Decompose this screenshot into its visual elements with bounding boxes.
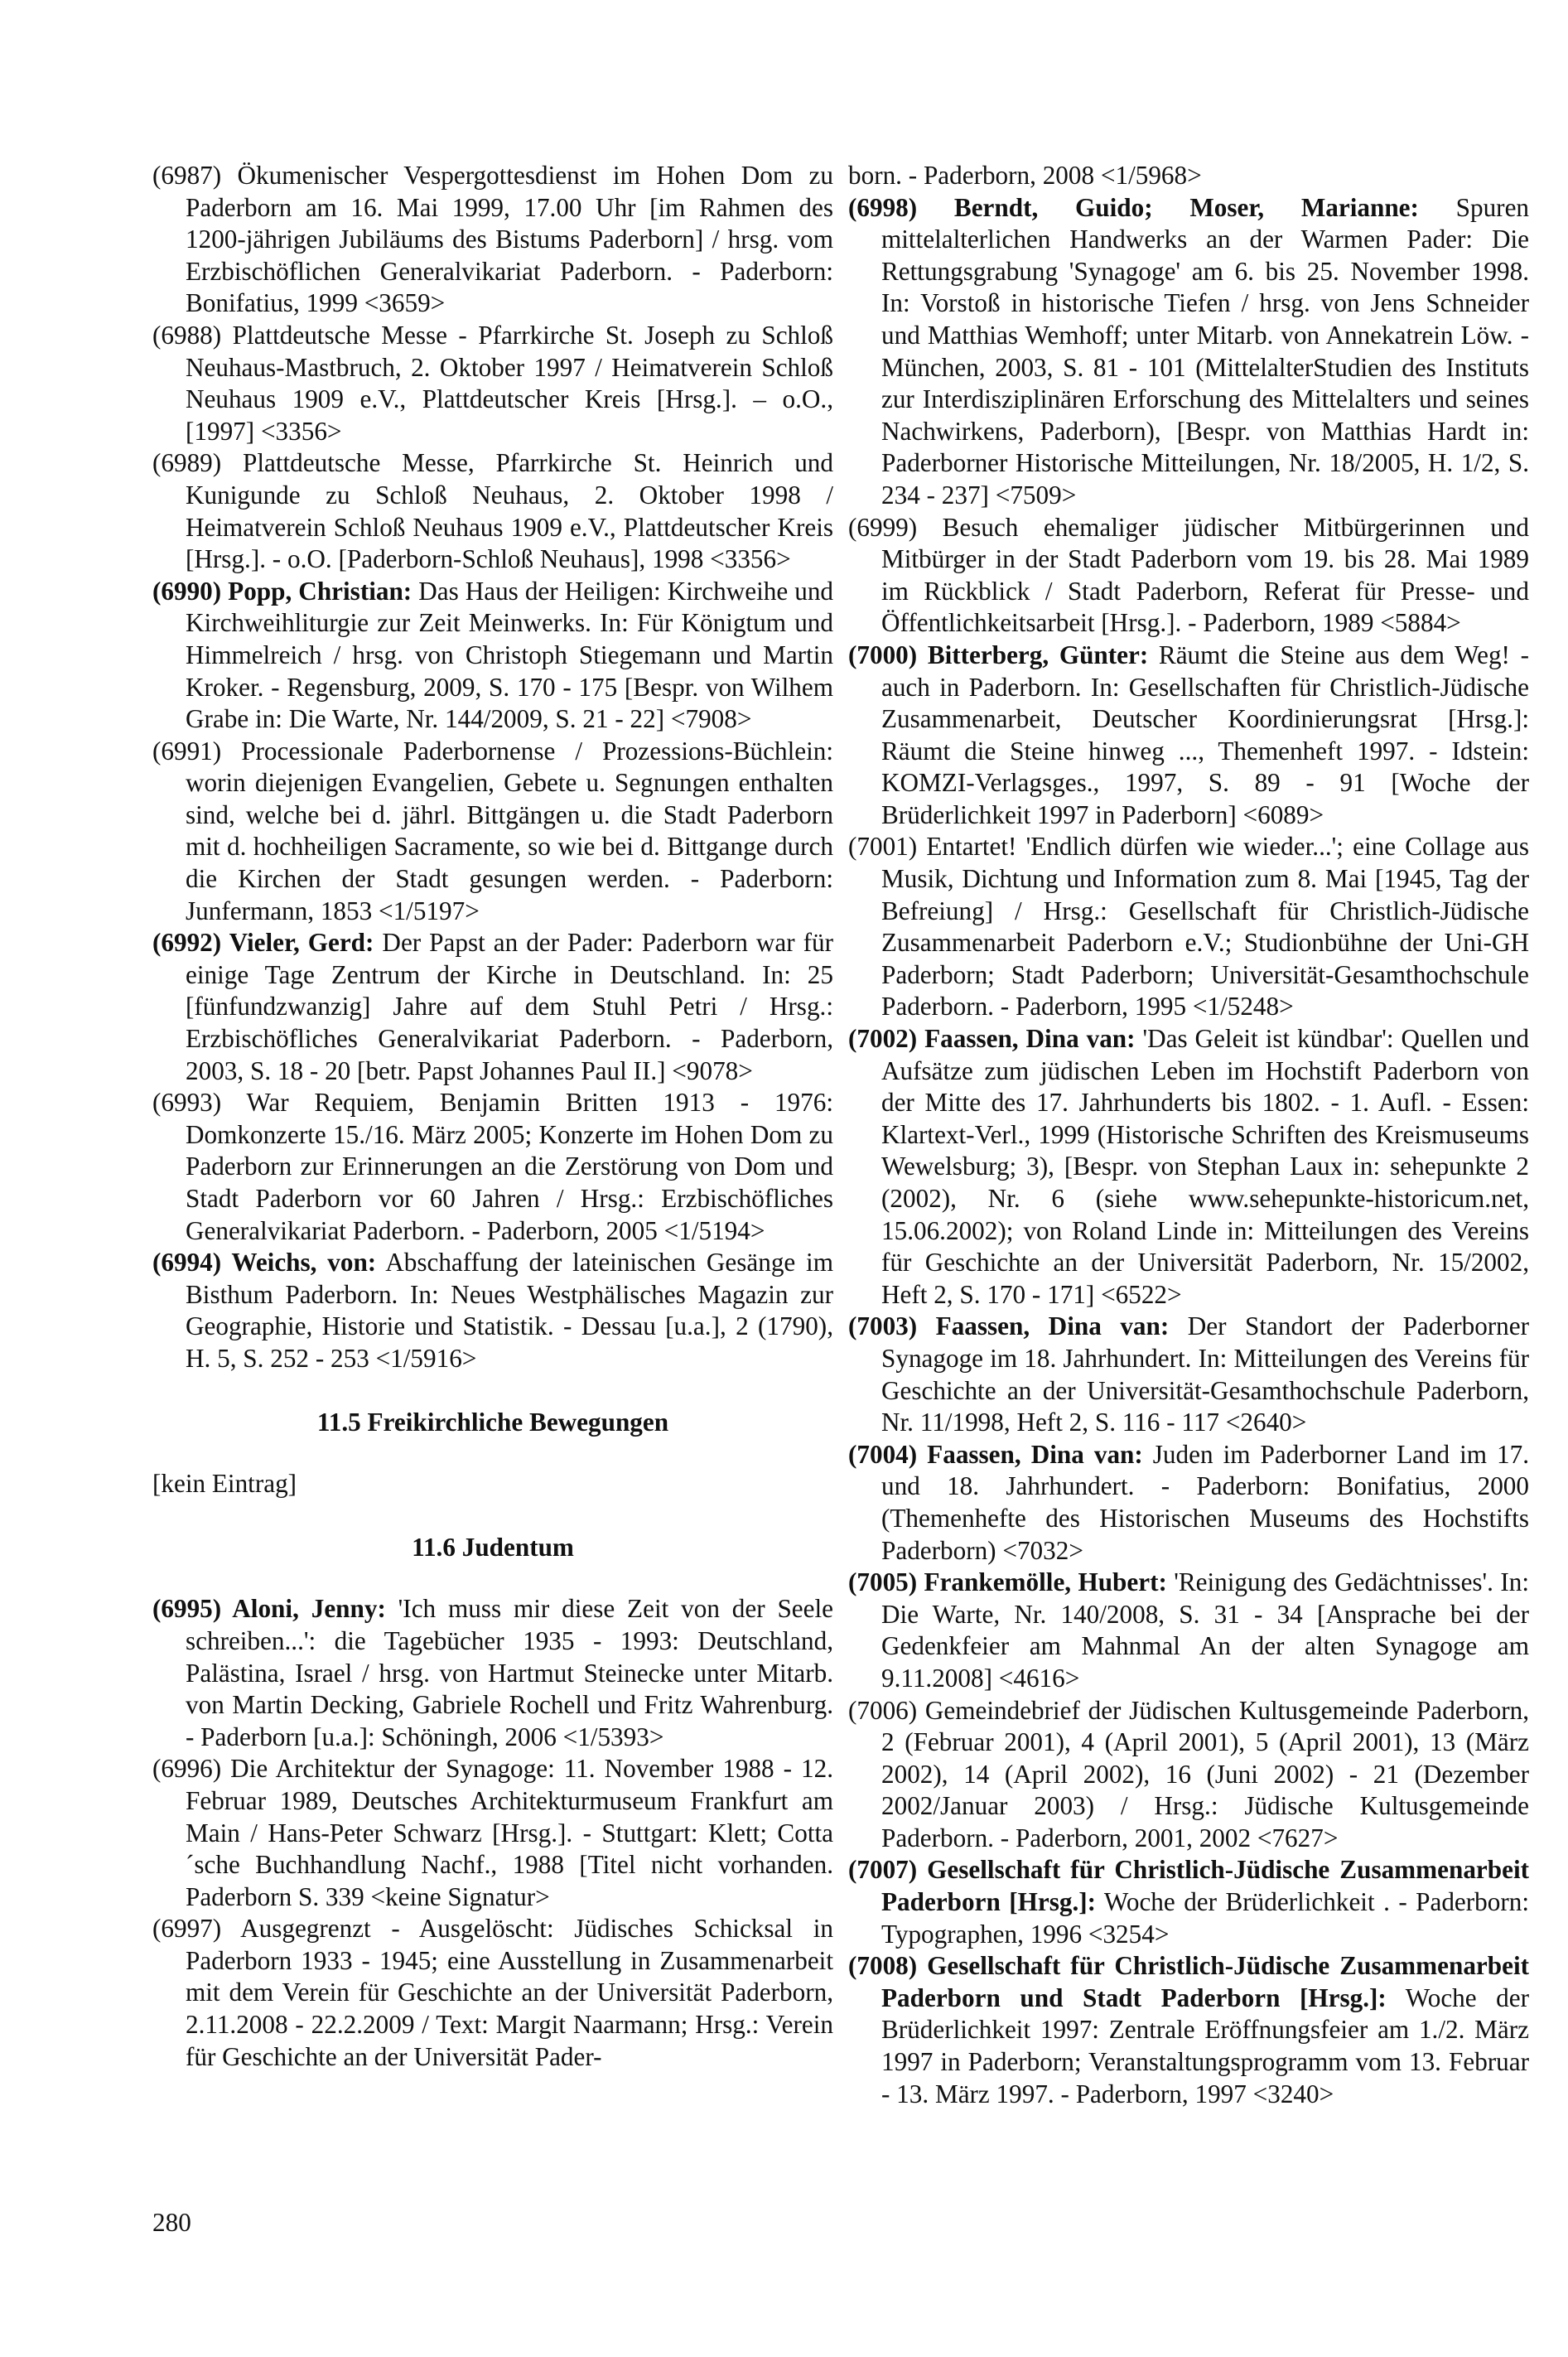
- page-number: 280: [152, 2208, 191, 2237]
- bibliography-entry: [848, 512, 1529, 640]
- bibliography-entry: [152, 576, 833, 736]
- entry-text: (6997) Ausgegrenzt - Ausgelöscht: Jüdisches Schicksal in Paderborn 1933 - 1945; eine Ausstellung in Zusammenarbeit mit dem Verein für Geschichte an der Universität Paderborn, 2.11.2008 - 22.2.2009 / Text: Margit Naarmann; Hrsg.: Verein für Geschichte an der Universität Pader-: [152, 1914, 833, 2071]
- bibliography-entry: [152, 320, 833, 447]
- bibliography-entry: [848, 831, 1529, 1023]
- entry-continuation: born. - Paderborn, 2008 <1/5968>: [848, 161, 1202, 190]
- entry-text: (6996) Die Architektur der Synagoge: 11. November 1988 - 12. Februar 1989, Deutsches Architekturmuseum Frankfurt am Main / Hans-Peter Schwarz [Hrsg.]. - Stuttgart: Klett; Cotta´sche Buchhandlung Nachf., 1988 [Titel nicht vorhanden. Paderborn S. 339 <keine Signatur>: [152, 1754, 833, 1911]
- no-entry-note: [kein Eintrag]: [152, 1469, 297, 1499]
- bibliography-entry: [848, 1854, 1529, 1950]
- entry-text: 'Ich muss mir diese Zeit von der Seele schreiben...': die Tagebücher 1935 - 1993: Deutschland, Palästina, Israel / hrsg. von Hartmut Steinecke unter Mitarb. von Martin Decking, Gabriele Rochell und Fritz Wahrenburg. - Paderborn [u.a.]: Schöningh, 2006 <1/5393>: [186, 1594, 833, 1751]
- entry-text: (6989) Plattdeutsche Messe, Pfarrkirche St. Heinrich und Kunigunde zu Schloß Neuhaus, 2. Oktober 1998 / Heimatverein Schloß Neuhaus 1909 e.V., Plattdeutscher Kreis [Hrsg.]. - o.O. [Paderborn-Schloß Neuhaus], 1998 <3356>: [152, 448, 833, 574]
- entry-author: (7007) Gesellschaft für Christlich-Jüdische Zusammenarbeit Paderborn [Hrsg.]:: [848, 1855, 1529, 1917]
- bibliography-entry: [152, 1247, 833, 1374]
- entry-author: (7008) Gesellschaft für Christlich-Jüdische Zusammenarbeit Paderborn und Stadt Paderborn [Hrsg.]:: [848, 1951, 1529, 2012]
- bibliography-entry: [152, 1913, 833, 2073]
- bibliography-entry: [848, 192, 1529, 512]
- entry-text: Abschaffung der lateinischen Gesänge im Bisthum Paderborn. In: Neues Westphälisches Magazin zur Geographie, Historie und Statistik. - Dessau [u.a.], 2 (1790), H. 5, S. 252 - 253 <1/5916>: [186, 1248, 833, 1373]
- entry-text: Woche der Brüderlichkeit . - Paderborn: Typographen, 1996 <3254>: [881, 1887, 1529, 1949]
- bibliography-entry: [152, 736, 833, 928]
- entry-text: Der Papst an der Pader: Paderborn war für einige Tage Zentrum der Kirche in Deutschland. In: 25 [fünfundzwanzig] Jahre auf dem Stuhl Petri / Hrsg.: Erzbischöfliches Generalvikariat Paderborn. - Paderborn, 2003, S. 18 - 20 [betr. Papst Johannes Paul II.] <9078>: [186, 928, 833, 1085]
- bibliography-entry: [152, 160, 833, 320]
- entry-author: (7002) Faassen, Dina van:: [848, 1024, 1136, 1054]
- section-heading-freikirchliche: 11.5 Freikirchliche Bewegungen: [316, 1407, 669, 1437]
- entry-text: 'Das Geleit ist kündbar': Quellen und Aufsätze zum jüdischen Leben im Hochstift Paderborn von der Mitte des 17. Jahrhunderts bis 1802. - 1. Aufl. - Essen: Klartext-Verl., 1999 (Historische Schriften des Kreismuseums Wewelsburg; 3), [Bespr. von Stephan Laux in: sehepunkte 2 (2002), Nr. 6 (siehe www.sehepunkte-historicum.net, 15.06.2002); von Roland Linde in: Mitteilungen des Vereins für Geschichte an der Universität Paderborn, Nr. 15/2002, Heft 2, S. 170 - 171] <6522>: [881, 1024, 1529, 1309]
- bibliography-entry: [848, 1695, 1529, 1855]
- entry-author: (6998) Berndt, Guido; Moser, Marianne:: [848, 192, 1419, 222]
- entry-author: (7004) Faassen, Dina van:: [848, 1439, 1143, 1469]
- entry-text: (6987) Ökumenischer Vespergottesdienst im Hohen Dom zu Paderborn am 16. Mai 1999, 17.00 Uhr [im Rahmen des 1200-jährigen Jubiläums des Bistums Paderborn] / hrsg. vom Erzbischöflichen Generalvikariat Paderborn. - Paderborn: Bonifatius, 1999 <3659>: [152, 161, 833, 318]
- entry-author: (7003) Faassen, Dina van:: [848, 1311, 1170, 1341]
- bibliography-entry: [848, 640, 1529, 832]
- entry-author: (6992) Vieler, Gerd:: [152, 928, 374, 958]
- entry-text: Das Haus der Heiligen: Kirchweihe und Kirchweihliturgie zur Zeit Meinwerks. In: Für Königtum und Himmelreich / hrsg. von Christoph Stiegemann und Martin Kroker. - Regensburg, 2009, S. 170 - 175 [Bespr. von Wilhem Grabe in: Die Warte, Nr. 144/2009, S. 21 - 22] <7908>: [186, 576, 834, 734]
- entry-text: (7006) Gemeindebrief der Jüdischen Kultusgemeinde Paderborn, 2 (Februar 2001), 4 (April 2001), 5 (April 2001), 13 (März 2002), 14 (April 2002), 16 (Juni 2002) - 21 (Dezember 2002/Januar 2003) / Hrsg.: Jüdische Kultusgemeinde Paderborn. - Paderborn, 2001, 2002 <7627>: [848, 1695, 1529, 1852]
- entry-author: (6990) Popp, Christian:: [152, 576, 413, 606]
- bibliography-entry: [152, 447, 833, 575]
- entry-text: 'Reinigung des Gedächtnisses'. In: Die Warte, Nr. 140/2008, S. 31 - 34 [Ansprache bei der Gedenkfeier am Mahnmal An der alten Synagoge am 9.11.2008] <4616>: [881, 1567, 1529, 1693]
- bibliography-entry: [848, 1311, 1529, 1438]
- entry-text: Juden im Paderborner Land im 17. und 18. Jahrhundert. - Paderborn: Bonifatius, 2000 (Themenhefte des Historischen Museums des Hochstifts Paderborn) <7032>: [881, 1439, 1529, 1565]
- bibliography-entry: [152, 1593, 833, 1753]
- section-heading-judentum: 11.6 Judentum: [412, 1532, 574, 1562]
- entry-text: Woche der Brüderlichkeit 1997: Zentrale Eröffnungsfeier am 1./2. März 1997 in Paderborn; Veranstaltungsprogramm vom 13. Februar - 13. März 1997. - Paderborn, 1997 <3240>: [881, 1983, 1529, 2108]
- entry-text: (6991) Processionale Paderbornense / Prozessions-Büchlein: worin diejenigen Evangelien, Gebete u. Segnungen enthalten sind, welche bei d. jährl. Bittgängen u. die Stadt Paderborn mit d. hochheiligen Sacramente, so wie bei d. Bittgange durch die Kirchen der Stadt gesungen werden. - Paderborn: Junfermann, 1853 <1/5197>: [152, 736, 833, 925]
- bibliography-entry: [848, 1567, 1529, 1694]
- entry-text: (7001) Entartet! 'Endlich dürfen wie wieder...'; eine Collage aus Musik, Dichtung und Information zum 8. Mai [1945, Tag der Befreiung] / Hrsg.: Gesellschaft für Christlich-Jüdische Zusammenarbeit Paderborn e.V.; Studionbühne der Uni-GH Paderborn; Stadt Paderborn; Universität-Gesamthochschule Paderborn. - Paderborn, 1995 <1/5248>: [848, 832, 1529, 1022]
- bibliography-entry: [152, 1753, 833, 1913]
- right-column: [848, 160, 1529, 2110]
- entry-author: (7000) Bitterberg, Günter:: [848, 640, 1149, 669]
- entry-text: Räumt die Steine aus dem Weg! - auch in Paderborn. In: Gesellschaften für Christlich-Jüdische Zusammenarbeit, Deutscher Koordinierungsrat [Hrsg.]: Räumt die Steine hinweg ..., Themenheft 1997. - Idstein: KOMZI-Verlagsges., 1997, S. 89 - 91 [Woche der Brüderlichkeit 1997 in Paderborn] <6089>: [881, 640, 1529, 829]
- entry-text: Der Standort der Paderborner Synagoge im 18. Jahrhundert. In: Mitteilungen des Vereins für Geschichte an der Universität-Gesamthochschule Paderborn, Nr. 11/1998, Heft 2, S. 116 - 117 <2640>: [881, 1311, 1529, 1437]
- entry-text: (6993) War Requiem, Benjamin Britten 1913 - 1976: Domkonzerte 15./16. März 2005; Konzerte im Hohen Dom zu Paderborn zur Erinnerungen an die Zerstörung von Dom und Stadt Paderborn vor 60 Jahren / Hrsg.: Erzbischöfliches Generalvikariat Paderborn. - Paderborn, 2005 <1/5194>: [152, 1088, 833, 1245]
- entry-author: (7005) Frankemölle, Hubert:: [848, 1567, 1167, 1597]
- entry-text: (6988) Plattdeutsche Messe - Pfarrkirche St. Joseph zu Schloß Neuhaus-Mastbruch, 2. Oktober 1997 / Heimatverein Schloß Neuhaus 1909 e.V., Plattdeutscher Kreis [Hrsg.]. – o.O., [1997] <3356>: [152, 320, 833, 446]
- entry-author: (6995) Aloni, Jenny:: [152, 1594, 386, 1624]
- bibliography-entry: [848, 1950, 1529, 2110]
- bibliography-entry: [152, 1087, 833, 1247]
- entry-author: (6994) Weichs, von:: [152, 1248, 377, 1278]
- entry-text: Spuren mittelalterlichen Handwerks an der Warmen Pader: Die Rettungsgrabung 'Synagoge' am 6. bis 25. November 1998. In: Vorstoß in historische Tiefen / hrsg. von Jens Schneider und Matthias Wemhoff; unter Mitarb. von Annekatrein Löw. - München, 2003, S. 81 - 101 (MittelalterStudien des Instituts zur Interdisziplinären Erforschung des Mittelalters und seines Nachwirkens, Paderborn), [Bespr. von Matthias Hardt in: Paderborner Historische Mitteilungen, Nr. 18/2005, H. 1/2, S. 234 - 237] <7509>: [881, 192, 1530, 510]
- bibliography-entry: [848, 1023, 1529, 1311]
- left-column: [152, 160, 833, 2073]
- entry-text: (6999) Besuch ehemaliger jüdischer Mitbürgerinnen und Mitbürger in der Stadt Paderborn vom 19. bis 28. Mai 1989 im Rückblick / Stadt Paderborn, Referat für Presse- und Öffentlichkeitsarbeit [Hrsg.]. - Paderborn, 1989 <5884>: [848, 512, 1529, 638]
- bibliography-entry: [152, 927, 833, 1087]
- bibliography-entry: [848, 1439, 1529, 1567]
